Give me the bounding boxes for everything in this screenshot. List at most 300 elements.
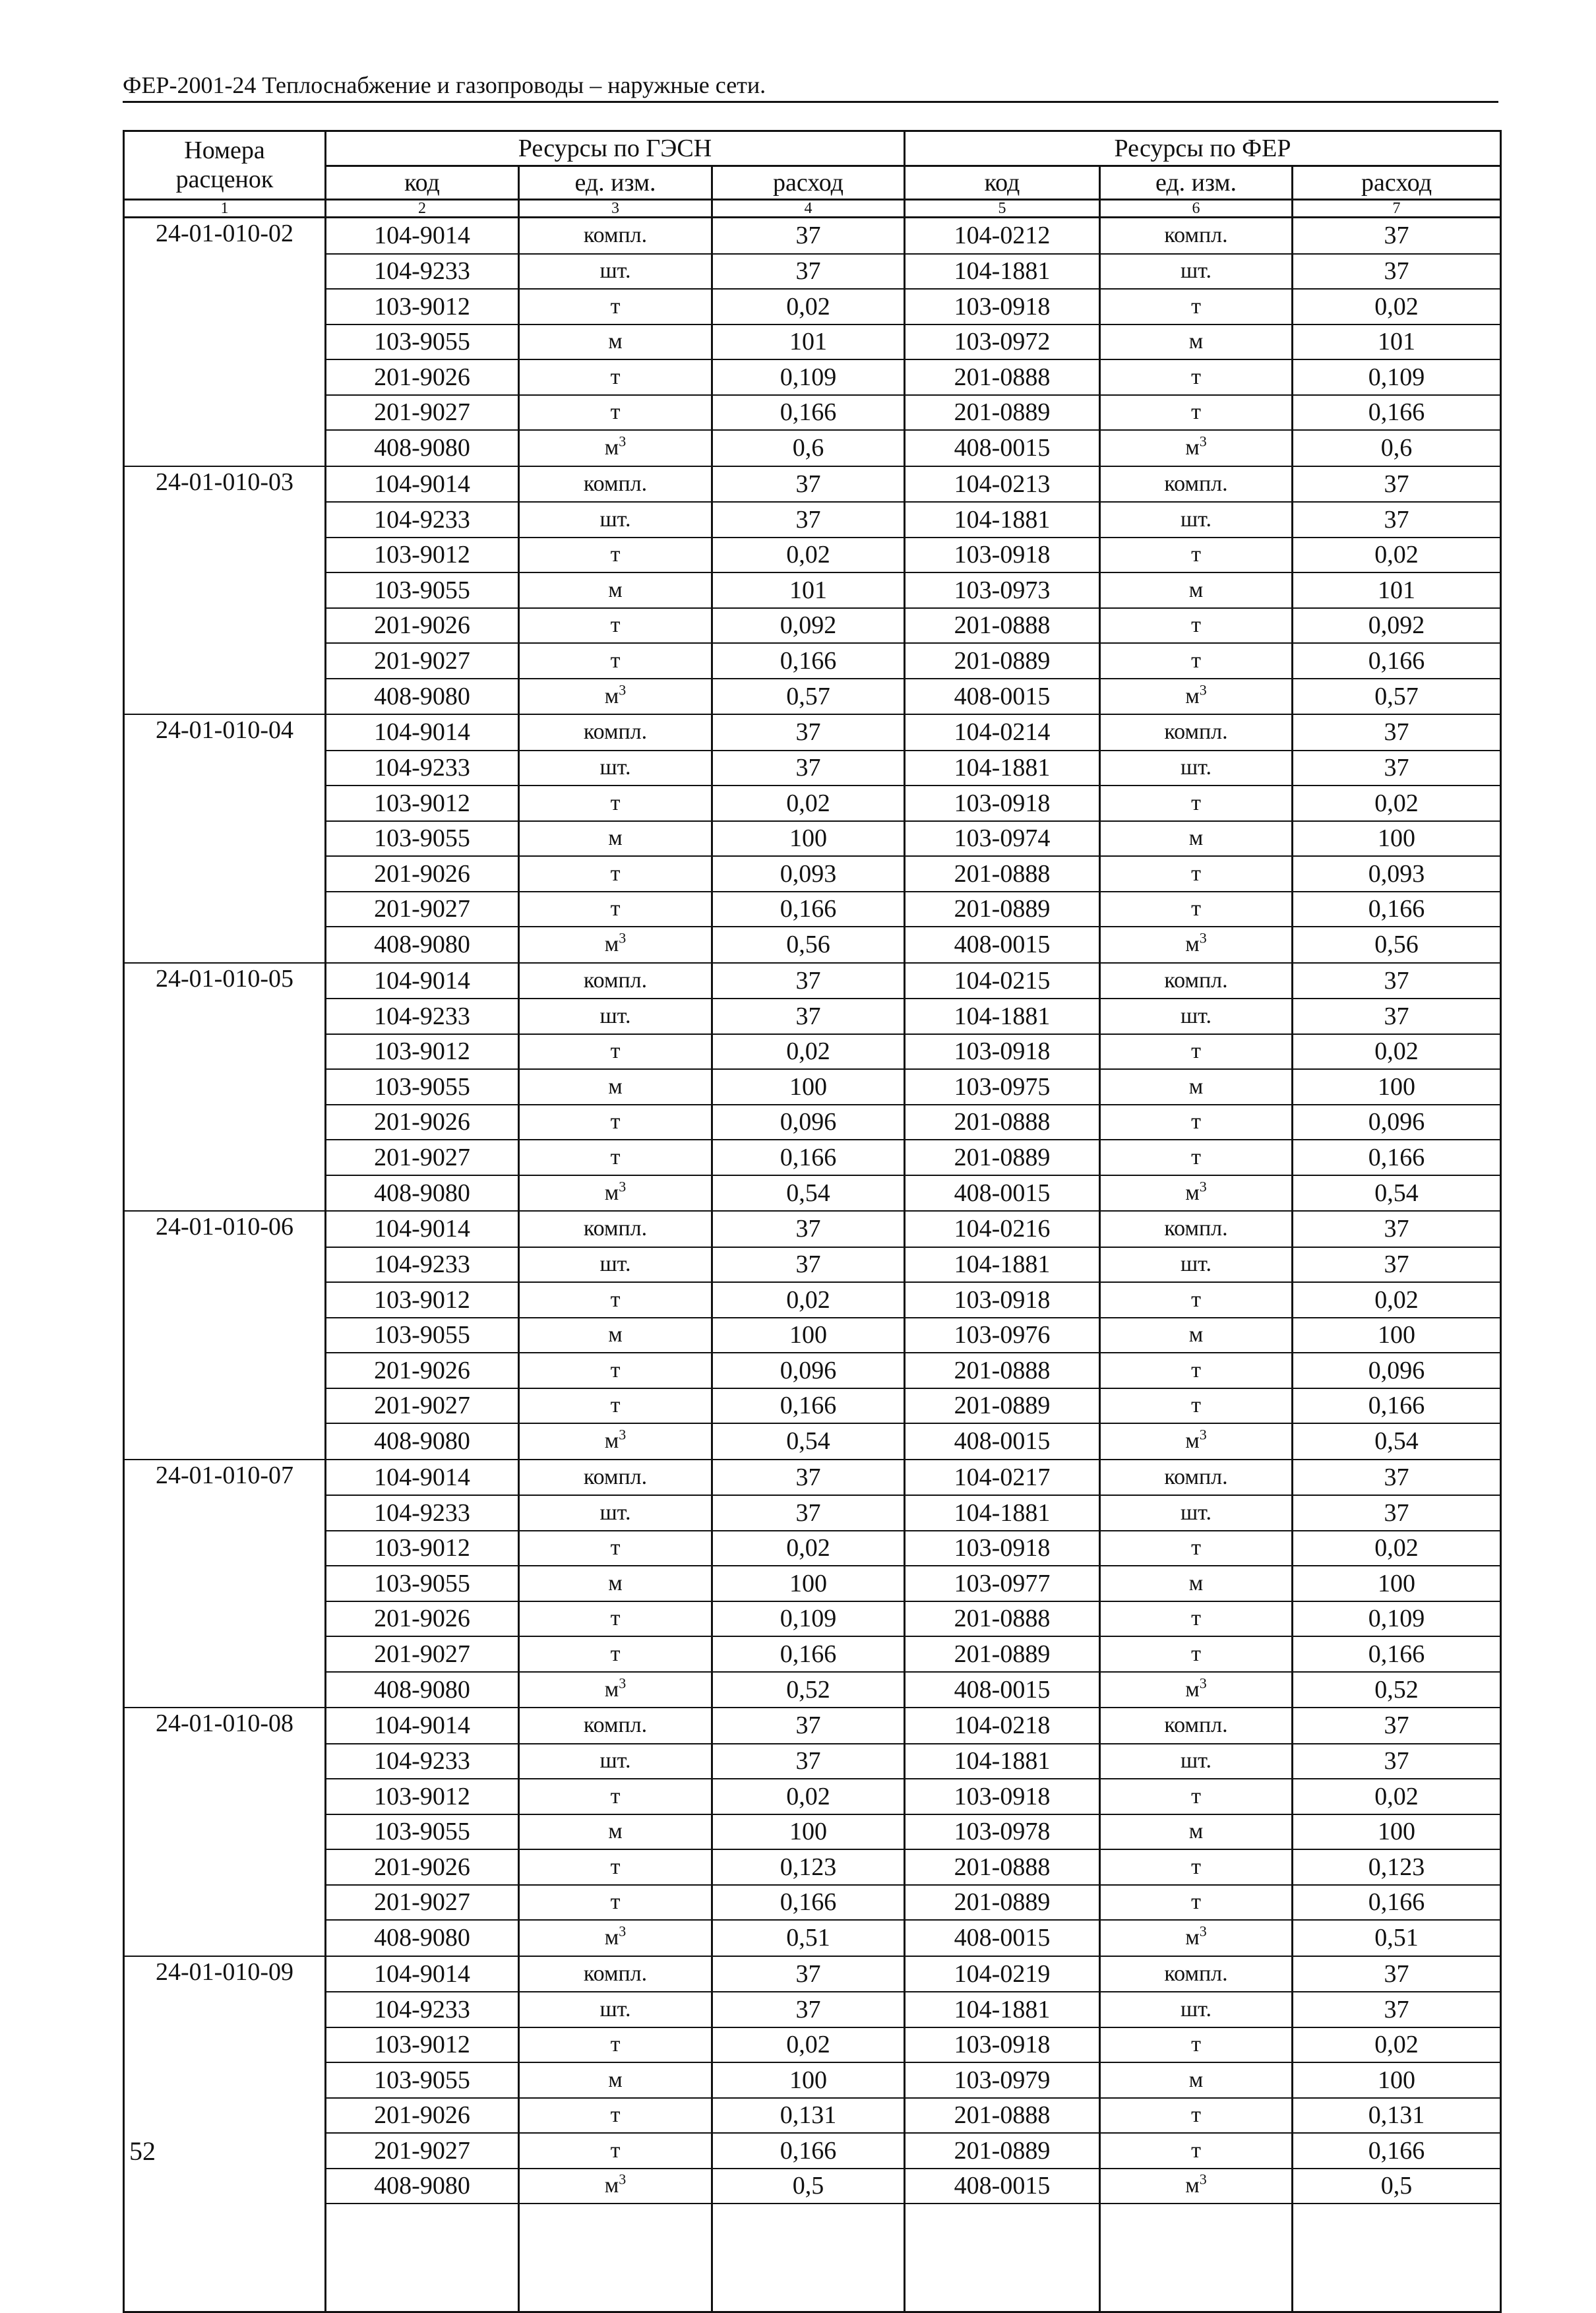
fer-qty-cell: 0,02 — [1293, 786, 1501, 821]
fer-code-cell: 201-0889 — [905, 1636, 1100, 1672]
gesn-unit-cell: т — [519, 643, 712, 679]
gesn-qty-cell: 100 — [712, 821, 905, 857]
fer-code-cell: 104-0212 — [905, 218, 1100, 254]
fer-qty-cell: 0,166 — [1293, 1636, 1501, 1672]
table-row — [124, 1636, 1501, 1672]
gesn-code-cell: 103-9012 — [326, 1034, 519, 1070]
gesn-code-cell: 201-9027 — [326, 643, 519, 679]
col-index: 5 — [905, 200, 1100, 218]
gesn-unit-cell: т — [519, 1388, 712, 1424]
fer-code-cell: 104-1881 — [905, 1992, 1100, 2027]
gesn-code-cell: 103-9055 — [326, 1318, 519, 1353]
col-header-gesn-qty: расход — [712, 166, 905, 200]
rate-number-cell: 24-01-010-03 — [124, 466, 326, 503]
fer-qty-cell: 100 — [1293, 821, 1501, 857]
gesn-code-cell: 104-9014 — [326, 1460, 519, 1496]
gesn-unit-cell: $м^3$ — [519, 1175, 712, 1212]
fer-unit-cell: т — [1100, 1388, 1293, 1424]
fer-code-cell: 104-1881 — [905, 1247, 1100, 1283]
table-row — [124, 679, 1501, 715]
table-row — [124, 1744, 1501, 1779]
rate-number-cell: 24-01-010-05 — [124, 963, 326, 999]
rate-number-cell — [124, 1849, 326, 1885]
fer-unit-cell: т — [1100, 856, 1293, 892]
fer-unit-cell: компл. — [1100, 1956, 1293, 1992]
fer-qty-cell: 0,02 — [1293, 1034, 1501, 1070]
col-group-gesn: Ресурсы по ГЭСН — [326, 131, 905, 166]
gesn-qty-cell: 0,54 — [712, 1423, 905, 1460]
table-row — [124, 751, 1501, 786]
fer-qty-cell: 37 — [1293, 502, 1501, 538]
rate-number-cell — [124, 1495, 326, 1531]
fer-unit-cell: шт. — [1100, 502, 1293, 538]
col-index: 3 — [519, 200, 712, 218]
col-index: 6 — [1100, 200, 1293, 218]
gesn-qty-cell: 101 — [712, 324, 905, 360]
fer-qty-cell: 0,52 — [1293, 1672, 1501, 1708]
gesn-unit-cell: м — [519, 821, 712, 857]
gesn-qty-cell: 0,096 — [712, 1105, 905, 1140]
fer-code-cell: 408-0015 — [905, 679, 1100, 715]
fer-qty-cell: 0,092 — [1293, 608, 1501, 644]
rate-number-cell — [124, 395, 326, 431]
fer-code-cell: 104-1881 — [905, 502, 1100, 538]
col-index: 7 — [1293, 200, 1501, 218]
gesn-qty-cell: 0,093 — [712, 856, 905, 892]
rate-number-cell — [124, 289, 326, 324]
fer-qty-cell: 0,096 — [1293, 1353, 1501, 1388]
gesn-code-cell: 104-9014 — [326, 1708, 519, 1744]
rate-number-cell — [124, 786, 326, 821]
gesn-code-cell: 408-9080 — [326, 927, 519, 963]
fer-qty-cell: 0,5 — [1293, 2169, 1501, 2204]
gesn-unit-cell: шт. — [519, 502, 712, 538]
fer-unit-cell: шт. — [1100, 254, 1293, 290]
table-row — [124, 643, 1501, 679]
gesn-unit-cell: т — [519, 538, 712, 573]
fer-code-cell: 201-0888 — [905, 359, 1100, 395]
fer-qty-cell: 100 — [1293, 1814, 1501, 1850]
gesn-qty-cell: 37 — [712, 1460, 905, 1496]
fer-qty-cell: 37 — [1293, 1956, 1501, 1992]
col-header-fer-qty: расход — [1293, 166, 1501, 200]
rate-number-cell — [124, 1423, 326, 1460]
table-row — [124, 892, 1501, 927]
gesn-qty-cell: 0,02 — [712, 1779, 905, 1814]
table-body — [124, 218, 1501, 2312]
col-header-fer-code: код — [905, 166, 1100, 200]
col-header-rate-numbers: Номера расценок — [124, 131, 326, 200]
fer-unit-cell: м — [1100, 821, 1293, 857]
gesn-qty-cell: 0,02 — [712, 538, 905, 573]
gesn-code-cell: 103-9012 — [326, 786, 519, 821]
gesn-code-cell: 103-9055 — [326, 324, 519, 360]
gesn-code-cell: 408-9080 — [326, 679, 519, 715]
gesn-unit-cell: $м^3$ — [519, 2169, 712, 2204]
fer-qty-cell: 37 — [1293, 963, 1501, 999]
gesn-unit-cell: т — [519, 359, 712, 395]
table-row — [124, 359, 1501, 395]
table-row — [124, 395, 1501, 431]
gesn-code-cell: 201-9026 — [326, 856, 519, 892]
table-row — [124, 1814, 1501, 1850]
gesn-code-cell: 104-9233 — [326, 502, 519, 538]
gesn-unit-cell: т — [519, 1034, 712, 1070]
fer-unit-cell: т — [1100, 1849, 1293, 1885]
fer-qty-cell: 37 — [1293, 1495, 1501, 1531]
table-row — [124, 1779, 1501, 1814]
gesn-unit-cell: шт. — [519, 1744, 712, 1779]
gesn-code-cell: 104-9014 — [326, 218, 519, 254]
gesn-qty-cell: 0,131 — [712, 2098, 905, 2134]
fer-unit-cell: т — [1100, 1601, 1293, 1637]
fer-code-cell: 408-0015 — [905, 927, 1100, 963]
gesn-code-cell: 408-9080 — [326, 2169, 519, 2204]
fer-code-cell: 103-0918 — [905, 786, 1100, 821]
fer-unit-cell: т — [1100, 1282, 1293, 1318]
table-row — [124, 289, 1501, 324]
gesn-qty-cell: 0,123 — [712, 1849, 905, 1885]
fer-unit-cell: м — [1100, 2062, 1293, 2098]
table-row — [124, 1992, 1501, 2027]
header-rule — [123, 101, 1498, 103]
gesn-qty-cell: 37 — [712, 1744, 905, 1779]
gesn-code-cell: 104-9014 — [326, 466, 519, 503]
table-row — [124, 1175, 1501, 1212]
gesn-qty-cell: 0,166 — [712, 892, 905, 927]
blank-cell — [1293, 2204, 1501, 2312]
fer-code-cell: 104-0216 — [905, 1211, 1100, 1247]
fer-qty-cell: 0,093 — [1293, 856, 1501, 892]
fer-qty-cell: 0,56 — [1293, 927, 1501, 963]
gesn-unit-cell: м — [519, 1318, 712, 1353]
table-row — [124, 1849, 1501, 1885]
fer-qty-cell: 37 — [1293, 1211, 1501, 1247]
gesn-code-cell: 103-9012 — [326, 2027, 519, 2063]
rate-number-cell — [124, 1175, 326, 1212]
table-row — [124, 1423, 1501, 1460]
gesn-qty-cell: 37 — [712, 502, 905, 538]
col-index: 4 — [712, 200, 905, 218]
table-row — [124, 254, 1501, 290]
table-row — [124, 466, 1501, 503]
fer-qty-cell: 0,166 — [1293, 892, 1501, 927]
fer-code-cell: 103-0975 — [905, 1069, 1100, 1105]
rate-number-cell — [124, 608, 326, 644]
fer-unit-cell: $м^3$ — [1100, 430, 1293, 466]
gesn-unit-cell: т — [519, 2027, 712, 2063]
fer-qty-cell: 0,57 — [1293, 679, 1501, 715]
gesn-unit-cell: т — [519, 2133, 712, 2169]
table-row — [124, 1601, 1501, 1637]
rate-number-cell — [124, 856, 326, 892]
fer-unit-cell: $м^3$ — [1100, 927, 1293, 963]
fer-unit-cell: м — [1100, 1566, 1293, 1601]
col-header-fer-unit: ед. изм. — [1100, 166, 1293, 200]
gesn-qty-cell: 0,02 — [712, 1531, 905, 1566]
gesn-qty-cell: 101 — [712, 572, 905, 608]
gesn-unit-cell: $м^3$ — [519, 1423, 712, 1460]
rate-number-cell — [124, 1672, 326, 1708]
col-header-gesn-code: код — [326, 166, 519, 200]
table-row — [124, 218, 1501, 254]
page-number: 52 — [129, 2136, 156, 2166]
fer-unit-cell: компл. — [1100, 1460, 1293, 1496]
table-row — [124, 1353, 1501, 1388]
table-row — [124, 572, 1501, 608]
table-row — [124, 2027, 1501, 2063]
col-index: 2 — [326, 200, 519, 218]
fer-code-cell: 201-0888 — [905, 608, 1100, 644]
fer-qty-cell: 100 — [1293, 1318, 1501, 1353]
gesn-unit-cell: м — [519, 1069, 712, 1105]
fer-code-cell: 408-0015 — [905, 1672, 1100, 1708]
rate-number-cell — [124, 1140, 326, 1175]
fer-unit-cell: шт. — [1100, 1992, 1293, 2027]
gesn-code-cell: 104-9233 — [326, 1495, 519, 1531]
gesn-unit-cell: компл. — [519, 218, 712, 254]
rate-number-cell — [124, 1353, 326, 1388]
fer-qty-cell: 0,166 — [1293, 643, 1501, 679]
gesn-unit-cell: $м^3$ — [519, 430, 712, 466]
fer-unit-cell: м — [1100, 1069, 1293, 1105]
gesn-unit-cell: т — [519, 1531, 712, 1566]
rate-number-cell — [124, 1318, 326, 1353]
gesn-code-cell: 104-9233 — [326, 751, 519, 786]
rate-number-cell — [124, 1247, 326, 1283]
fer-code-cell: 408-0015 — [905, 2169, 1100, 2204]
fer-qty-cell: 0,54 — [1293, 1423, 1501, 1460]
fer-unit-cell: т — [1100, 289, 1293, 324]
fer-code-cell: 408-0015 — [905, 1423, 1100, 1460]
rate-number-cell — [124, 1885, 326, 1921]
gesn-code-cell: 104-9233 — [326, 999, 519, 1034]
rate-number-cell — [124, 1744, 326, 1779]
table-row — [124, 608, 1501, 644]
fer-unit-cell: т — [1100, 1885, 1293, 1921]
gesn-unit-cell: т — [519, 1105, 712, 1140]
fer-code-cell: 103-0918 — [905, 1282, 1100, 1318]
fer-qty-cell: 100 — [1293, 2062, 1501, 2098]
rate-number-cell — [124, 1105, 326, 1140]
gesn-qty-cell: 37 — [712, 1956, 905, 1992]
table-row — [124, 1211, 1501, 1247]
gesn-code-cell: 104-9233 — [326, 254, 519, 290]
fer-qty-cell: 0,131 — [1293, 2098, 1501, 2134]
gesn-code-cell: 201-9027 — [326, 1388, 519, 1424]
fer-unit-cell: т — [1100, 2133, 1293, 2169]
gesn-unit-cell: компл. — [519, 1956, 712, 1992]
rate-number-cell — [124, 679, 326, 715]
fer-code-cell: 408-0015 — [905, 1175, 1100, 1212]
gesn-code-cell: 201-9026 — [326, 359, 519, 395]
table-row — [124, 927, 1501, 963]
fer-unit-cell: т — [1100, 538, 1293, 573]
rate-number-cell — [124, 1069, 326, 1105]
fer-unit-cell: компл. — [1100, 1211, 1293, 1247]
resources-table — [123, 130, 1502, 2313]
fer-qty-cell: 0,166 — [1293, 1885, 1501, 1921]
gesn-unit-cell: компл. — [519, 466, 712, 503]
fer-code-cell: 201-0888 — [905, 1849, 1100, 1885]
gesn-qty-cell: 37 — [712, 963, 905, 999]
gesn-code-cell: 408-9080 — [326, 1175, 519, 1212]
fer-unit-cell: т — [1100, 643, 1293, 679]
fer-qty-cell: 0,109 — [1293, 1601, 1501, 1637]
fer-unit-cell: т — [1100, 786, 1293, 821]
gesn-unit-cell: т — [519, 1601, 712, 1637]
fer-code-cell: 103-0918 — [905, 1531, 1100, 1566]
table-row — [124, 430, 1501, 466]
fer-unit-cell: т — [1100, 1105, 1293, 1140]
table-row — [124, 2169, 1501, 2204]
fer-unit-cell: шт. — [1100, 999, 1293, 1034]
table-row — [124, 1282, 1501, 1318]
fer-unit-cell: т — [1100, 359, 1293, 395]
fer-code-cell: 201-0889 — [905, 395, 1100, 431]
gesn-unit-cell: компл. — [519, 714, 712, 751]
gesn-qty-cell: 0,166 — [712, 1636, 905, 1672]
fer-qty-cell: 37 — [1293, 714, 1501, 751]
gesn-code-cell: 201-9026 — [326, 1353, 519, 1388]
fer-unit-cell: $м^3$ — [1100, 1920, 1293, 1956]
gesn-qty-cell: 37 — [712, 1211, 905, 1247]
fer-qty-cell: 0,6 — [1293, 430, 1501, 466]
rate-number-cell: 24-01-010-07 — [124, 1460, 326, 1496]
fer-qty-cell: 0,166 — [1293, 1388, 1501, 1424]
fer-qty-cell: 100 — [1293, 1566, 1501, 1601]
gesn-qty-cell: 100 — [712, 1814, 905, 1850]
fer-qty-cell: 0,51 — [1293, 1920, 1501, 1956]
fer-code-cell: 103-0918 — [905, 2027, 1100, 2063]
table-row — [124, 1388, 1501, 1424]
rate-number-cell — [124, 538, 326, 573]
fer-qty-cell: 37 — [1293, 466, 1501, 503]
table-row — [124, 714, 1501, 751]
fer-unit-cell: шт. — [1100, 1495, 1293, 1531]
table-row — [124, 2062, 1501, 2098]
rate-number-cell — [124, 999, 326, 1034]
gesn-code-cell: 103-9055 — [326, 2062, 519, 2098]
rate-number-cell — [124, 643, 326, 679]
rate-number-cell — [124, 927, 326, 963]
gesn-unit-cell: м — [519, 2062, 712, 2098]
fer-unit-cell: $м^3$ — [1100, 2169, 1293, 2204]
fer-code-cell: 201-0889 — [905, 2133, 1100, 2169]
rate-number-cell — [124, 1920, 326, 1956]
rate-number-cell — [124, 1388, 326, 1424]
table-row — [124, 1956, 1501, 1992]
fer-code-cell: 103-0918 — [905, 1779, 1100, 1814]
gesn-code-cell: 201-9027 — [326, 892, 519, 927]
fer-code-cell: 201-0889 — [905, 1885, 1100, 1921]
gesn-qty-cell: 0,52 — [712, 1672, 905, 1708]
fer-code-cell: 104-1881 — [905, 1744, 1100, 1779]
fer-code-cell: 201-0888 — [905, 1601, 1100, 1637]
gesn-qty-cell: 0,56 — [712, 927, 905, 963]
gesn-code-cell: 103-9055 — [326, 1566, 519, 1601]
fer-code-cell: 103-0974 — [905, 821, 1100, 857]
fer-qty-cell: 0,109 — [1293, 359, 1501, 395]
blank-cell — [519, 2204, 712, 2312]
gesn-unit-cell: т — [519, 289, 712, 324]
fer-qty-cell: 0,02 — [1293, 1282, 1501, 1318]
fer-qty-cell: 0,166 — [1293, 1140, 1501, 1175]
gesn-qty-cell: 0,51 — [712, 1920, 905, 1956]
fer-unit-cell: компл. — [1100, 714, 1293, 751]
gesn-qty-cell: 37 — [712, 714, 905, 751]
gesn-qty-cell: 0,02 — [712, 1282, 905, 1318]
fer-unit-cell: $м^3$ — [1100, 679, 1293, 715]
rate-number-cell — [124, 1282, 326, 1318]
rate-number-cell: 24-01-010-02 — [124, 218, 326, 254]
gesn-qty-cell: 0,02 — [712, 1034, 905, 1070]
gesn-unit-cell: компл. — [519, 963, 712, 999]
fer-code-cell: 104-0215 — [905, 963, 1100, 999]
gesn-code-cell: 201-9027 — [326, 1636, 519, 1672]
rate-number-cell — [124, 502, 326, 538]
gesn-unit-cell: шт. — [519, 1992, 712, 2027]
gesn-code-cell: 201-9027 — [326, 395, 519, 431]
rate-number-cell — [124, 821, 326, 857]
rate-number-cell — [124, 1531, 326, 1566]
gesn-unit-cell: т — [519, 608, 712, 644]
gesn-unit-cell: $м^3$ — [519, 927, 712, 963]
gesn-code-cell: 104-9233 — [326, 1992, 519, 2027]
col-header-gesn-unit: ед. изм. — [519, 166, 712, 200]
gesn-code-cell: 201-9026 — [326, 1601, 519, 1637]
fer-code-cell: 104-1881 — [905, 1495, 1100, 1531]
gesn-code-cell: 408-9080 — [326, 1920, 519, 1956]
fer-code-cell: 104-0218 — [905, 1708, 1100, 1744]
fer-unit-cell: шт. — [1100, 751, 1293, 786]
rate-number-cell — [124, 359, 326, 395]
rate-number-cell — [124, 1601, 326, 1637]
gesn-qty-cell: 37 — [712, 751, 905, 786]
fer-qty-cell: 37 — [1293, 1708, 1501, 1744]
gesn-qty-cell: 0,166 — [712, 1388, 905, 1424]
gesn-unit-cell: компл. — [519, 1708, 712, 1744]
rate-number-cell — [124, 324, 326, 360]
gesn-code-cell: 201-9027 — [326, 1885, 519, 1921]
fer-unit-cell: $м^3$ — [1100, 1672, 1293, 1708]
gesn-unit-cell: т — [519, 1353, 712, 1388]
table-row — [124, 786, 1501, 821]
gesn-unit-cell: шт. — [519, 254, 712, 290]
gesn-qty-cell: 37 — [712, 466, 905, 503]
fer-qty-cell: 37 — [1293, 1460, 1501, 1496]
fer-code-cell: 103-0973 — [905, 572, 1100, 608]
fer-code-cell: 103-0972 — [905, 324, 1100, 360]
fer-unit-cell: шт. — [1100, 1744, 1293, 1779]
fer-qty-cell: 0,02 — [1293, 2027, 1501, 2063]
gesn-code-cell: 103-9012 — [326, 1531, 519, 1566]
fer-qty-cell: 0,166 — [1293, 2133, 1501, 2169]
blank-cell — [124, 2204, 326, 2312]
gesn-unit-cell: м — [519, 572, 712, 608]
fer-code-cell: 201-0888 — [905, 856, 1100, 892]
fer-unit-cell: т — [1100, 1034, 1293, 1070]
fer-qty-cell: 0,096 — [1293, 1105, 1501, 1140]
fer-code-cell: 408-0015 — [905, 1920, 1100, 1956]
fer-code-cell: 103-0976 — [905, 1318, 1100, 1353]
gesn-qty-cell: 100 — [712, 1069, 905, 1105]
fer-qty-cell: 0,123 — [1293, 1849, 1501, 1885]
gesn-unit-cell: т — [519, 1849, 712, 1885]
rate-number-cell — [124, 1636, 326, 1672]
fer-unit-cell: т — [1100, 1531, 1293, 1566]
fer-qty-cell: 0,166 — [1293, 395, 1501, 431]
